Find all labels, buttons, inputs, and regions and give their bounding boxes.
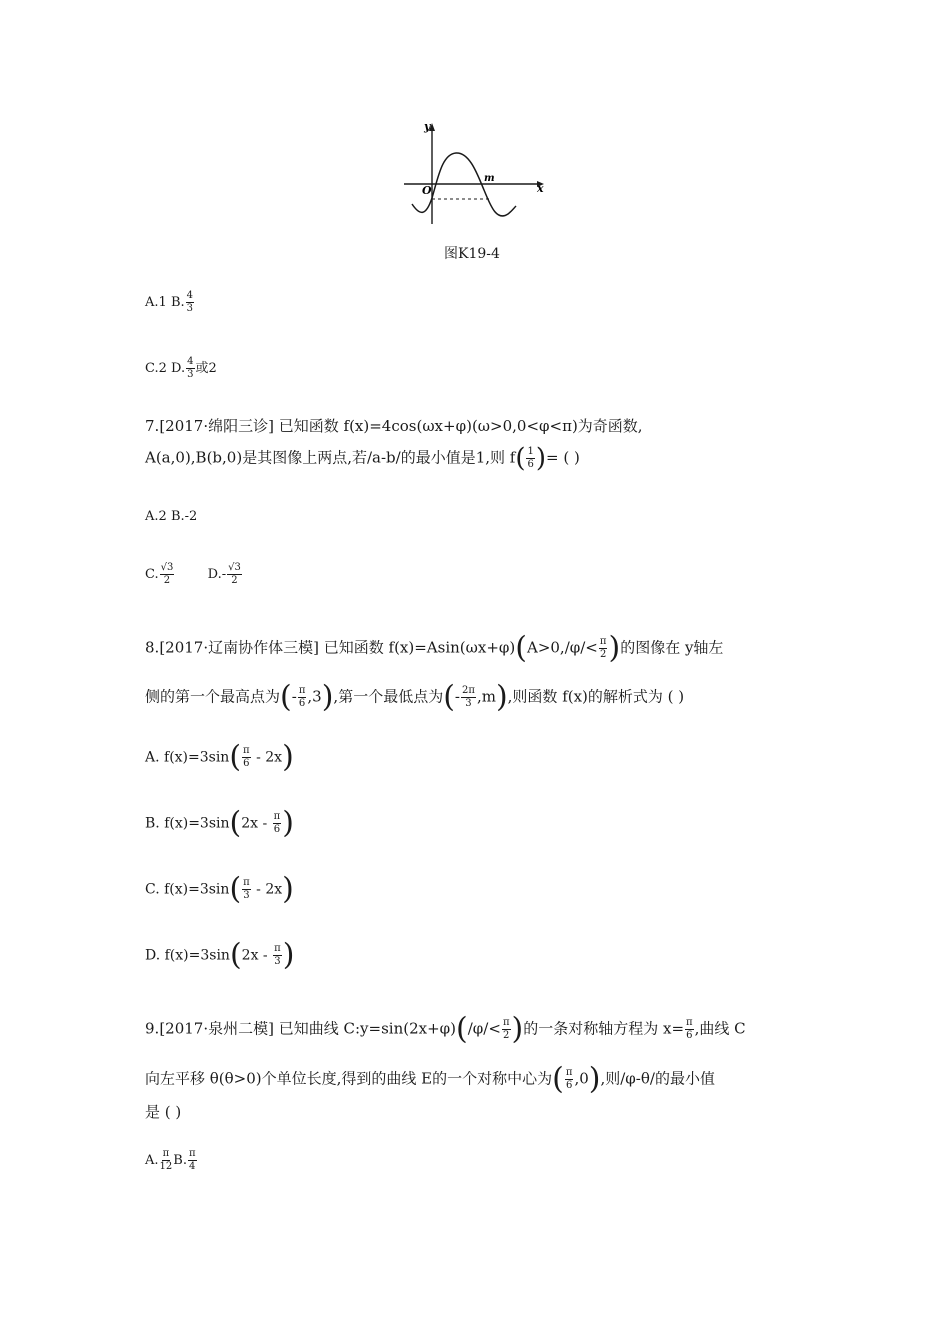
y-axis-label: y	[424, 120, 431, 133]
point-m-label: m	[484, 173, 495, 184]
q6-options-line2	[145, 356, 217, 381]
q9-line1: 9.[2017·泉州二模] 已知曲线 C:y=sin(2x+φ)(/φ/< $\frac{\pi}{2}$ )的一条对称轴方程为 x= $\frac{\pi}{6}$ ,曲线 C	[145, 1011, 746, 1047]
q8-source: [2017·辽南协作体三模]	[159, 638, 319, 657]
q6-option-c: C.2	[145, 361, 167, 376]
q7-option-b: B.-2	[170, 509, 198, 524]
q7-line1	[145, 415, 643, 436]
q8-option-b: B. f(x)=3sin(2x - $\frac{\pi}{6}$ )	[145, 805, 294, 841]
q7-option-a: A.2	[145, 509, 167, 524]
q6-options-line1	[145, 290, 195, 315]
q7-option-c: C. $\frac{√3}{2}$	[145, 562, 174, 586]
q9-line2: 向左平移 θ(θ>0)个单位长度,得到的曲线 E的一个对称中心为( $\frac{\pi}{6}$ ,0),则/φ-θ/的最小值	[145, 1061, 715, 1097]
figure-caption: 图K19-4	[444, 246, 500, 262]
q7-option-d: D.- $\frac{√3}{2}$	[207, 562, 241, 586]
q8-option-a: A. f(x)=3sin( $\frac{\pi}{6}$ - 2x)	[145, 739, 294, 775]
q7-source: [2017·绵阳三诊]	[159, 417, 274, 435]
q6-option-b: B. $\frac{4}{3}$	[170, 290, 193, 314]
q8-line1: 8.[2017·辽南协作体三模] 已知函数 f(x)=Asin(ωx+φ)(A>0,/φ/< $\frac{\pi}{2}$ )的图像在 y轴左	[145, 630, 724, 666]
q8-option-c: C. f(x)=3sin( $\frac{\pi}{3}$ - 2x)	[145, 871, 294, 907]
origin-label: O	[422, 184, 432, 197]
x-axis-label: x	[537, 182, 544, 195]
q7-line2: A(a,0),B(b,0)是其图像上两点,若/a-b/的最小值是1,则 f( $\frac{1}{6}$ )= ( )	[145, 443, 580, 474]
q6-option-d: D. $\frac{4}{3}$ 或2	[171, 356, 217, 380]
sine-graph-figure	[398, 118, 558, 228]
q8-number: 8.	[145, 638, 160, 657]
q6-option-a: A.1	[145, 295, 167, 310]
q9-option-b: B. $\frac{\pi}{4}$	[173, 1148, 196, 1172]
q9-line3: 是 ( )	[145, 1103, 182, 1121]
q9-option-a: A. $\frac{\pi}{12}$	[145, 1148, 173, 1172]
q8-line2: 侧的第一个最高点为(- $\frac{\pi}{6}$ ,3),第一个最低点为(- $\frac{2\pi}{3}$ ,m),则函数 f(x)的解析式为 ( )	[145, 679, 685, 715]
q9-number: 9.	[145, 1019, 160, 1038]
q7-options-cd	[145, 562, 243, 587]
q7-number: 7.	[145, 417, 160, 435]
q7-options-ab	[145, 509, 197, 524]
q7-stem: 已知函数 f(x)=4cos(ωx+φ)(ω>0,0<φ<π)为奇函数,	[278, 417, 643, 435]
q9-source: [2017·泉州二模]	[159, 1019, 274, 1038]
q8-option-d: D. f(x)=3sin(2x - $\frac{\pi}{3}$ )	[145, 937, 295, 973]
q9-options-ab	[145, 1148, 198, 1173]
